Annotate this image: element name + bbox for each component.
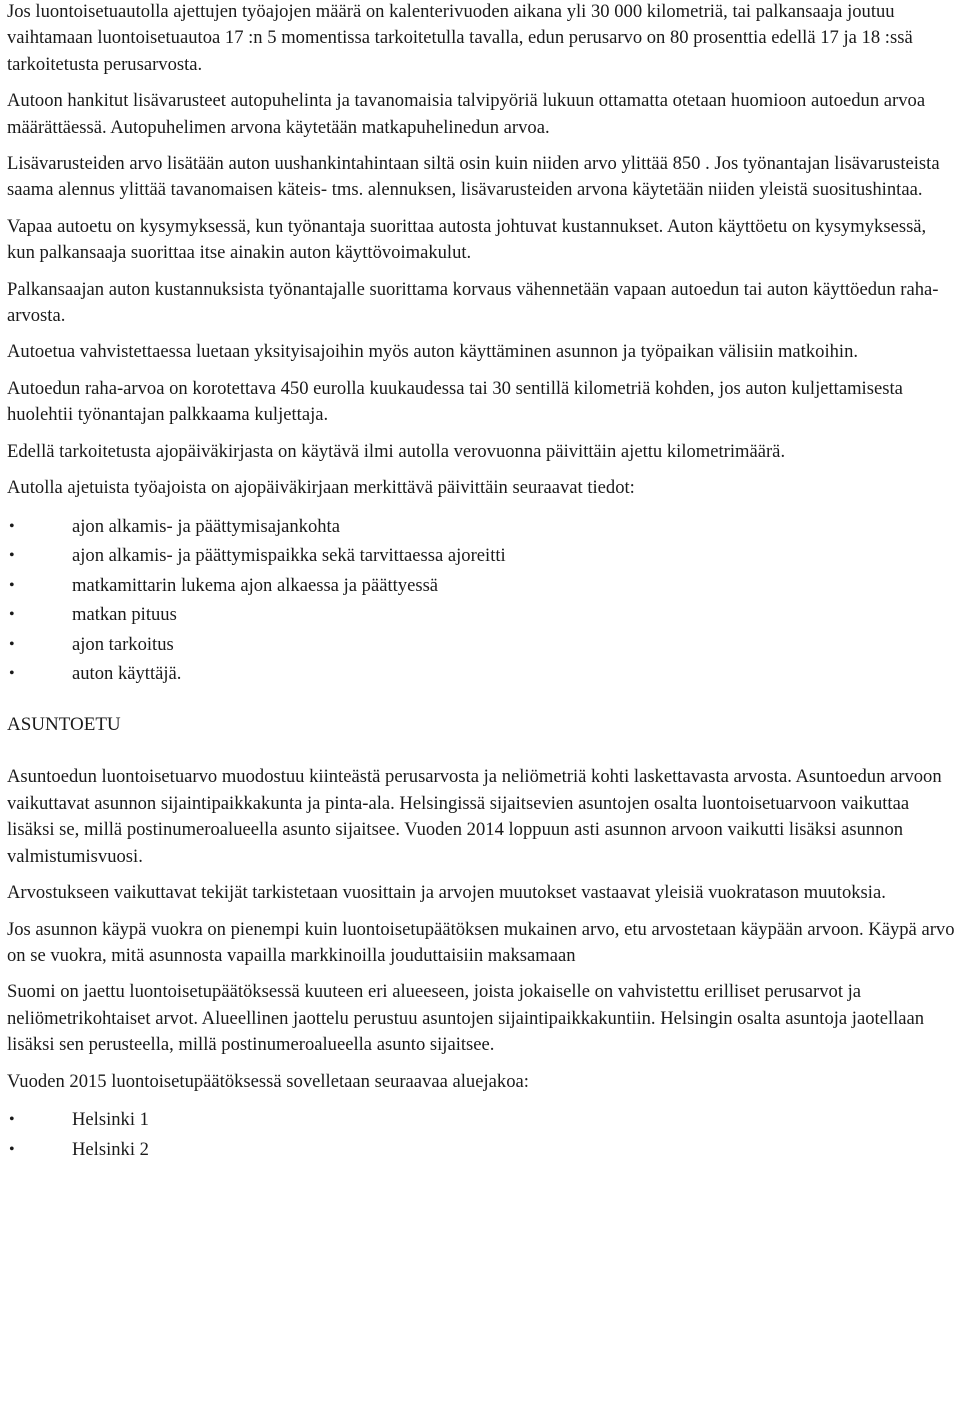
paragraph-commute-trips: Autoetua vahvistettaessa luetaan yksityisajoihin myös auton käyttäminen asunnon ja työpaikan välisiin matkoihin. <box>7 341 859 363</box>
paragraph-driver-surcharge: Autoedun raha-arvoa on korotettava 450 eurolla kuukaudessa tai 30 sentillä kilometriä kohden, jos auton kuljettamisesta huolehtii työnantajan palkkaama kuljettaja. <box>7 377 903 426</box>
paragraph-housing-value: Asuntoedun luontoisetuarvo muodostuu kiinteästä perusarvosta ja neliömetriä kohti laskettavasta arvosta. Asuntoedun arvoon vaikuttavat asunnon sijaintipaikkakunta ja pinta-ala. Helsingissä sijaitsevien asuntojen osalta luontoisetuarvoon vaikuttaa lisäksi se, millä postinumeroalueella asunto sijaitsee. Vuoden 2014 loppuun asti asunnon arvoon vaikutti lisäksi asunnon valmistumisvuosi. <box>7 766 942 867</box>
list-item <box>7 1135 955 1165</box>
paragraph-housing-fair-rent: Jos asunnon käypä vuokra on pienempi kuin luontoisetupäätöksen mukainen arvo, etu arvostetaan käypään arvoon. Käypä arvo on se vuokra, mitä asunnosta vapailla markkinoilla jouduttaisiin maksamaan <box>7 918 955 966</box>
paragraph-car-accessories: Autoon hankitut lisävarusteet autopuhelinta ja tavanomaisia talvipyöriä lukuun ottamatta otetaan huomioon autoedun arvoa määrättäessä. Autopuhelimen arvona käytetään matkapuhelinedun arvoa. <box>7 90 926 138</box>
list-item-text: ajon alkamis- ja päättymisajankohta <box>72 515 340 537</box>
logbook-bullet-list <box>7 512 955 690</box>
paragraph-car-mileage: Jos luontoisetuautolla ajettujen työajojen määrä on kalenterivuoden aikana yli 30 000 kilometriä, tai palkansaaja joutuu vaihtamaan luontoisetuautoa 17 :n 5 momentissa tarkoitetulla tavalla, edun perusarvo on 80 prosenttia edellä 17 ja 18 :ssä tarkoitetusta perusarvosta. <box>7 1 913 75</box>
list-item <box>7 600 955 630</box>
paragraph-free-car-benefit: Vapaa autoetu on kysymyksessä, kun työnantaja suorittaa autosta johtuvat kustannukset. Auton käyttöetu on kysymyksessä, kun palkansaaja suorittaa itse ainakin auton käyttövoimakulut. <box>7 215 927 264</box>
list-item-text: matkamittarin lukema ajon alkaessa ja päättyessä <box>72 574 439 596</box>
document-page <box>7 0 955 1187</box>
list-item-text: matkan pituus <box>72 604 177 626</box>
bullet-icon: • <box>9 606 15 624</box>
list-item <box>7 512 955 542</box>
bullet-icon: • <box>9 635 15 653</box>
list-item <box>7 571 955 601</box>
list-item <box>7 541 955 571</box>
bullet-icon: • <box>9 547 15 565</box>
list-item <box>7 630 955 660</box>
region-bullet-list <box>7 1105 955 1164</box>
list-item <box>7 1105 955 1135</box>
paragraph-logbook-mileage: Edellä tarkoitetusta ajopäiväkirjasta on käytävä ilmi autolla verovuonna päivittäin ajettu kilometrimäärä. <box>7 440 786 462</box>
bullet-icon: • <box>9 1140 15 1158</box>
paragraph-employee-compensation: Palkansaajan auton kustannuksista työnantajalle suorittama korvaus vähennetään vapaan autoedun tai auton käyttöedun raha-arvosta. <box>7 278 939 327</box>
bullet-icon: • <box>9 576 15 594</box>
paragraph-housing-review: Arvostukseen vaikuttavat tekijät tarkistetaan vuosittain ja arvojen muutokset vastaavat yleisiä vuokratason muutoksia. <box>7 882 886 904</box>
paragraph-logbook-intro: Autolla ajetuista työajoista on ajopäiväkirjaan merkittävä päivittäin seuraavat tiedot: <box>7 477 635 499</box>
bullet-icon: • <box>9 665 15 683</box>
section-heading: ASUNTOETU <box>7 714 121 736</box>
paragraph-region-intro: Vuoden 2015 luontoisetupäätöksessä sovelletaan seuraavaa aluejakoa: <box>7 1070 529 1092</box>
paragraph-accessory-value: Lisävarusteiden arvo lisätään auton uushankintahintaan siltä osin kuin niiden arvo ylittää 850 . Jos työnantajan lisävarusteista saama alennus ylittää tavanomaisen käteis- tms. alennuksen, lisävarusteiden arvona käytetään niiden yleistä suositushintaa. <box>7 153 940 201</box>
list-item-text: Helsinki 2 <box>72 1138 149 1160</box>
bullet-icon: • <box>9 1110 15 1128</box>
list-item-text: Helsinki 1 <box>72 1108 149 1130</box>
paragraph-housing-regions: Suomi on jaettu luontoisetupäätöksessä kuuteen eri alueeseen, joista jokaiselle on vahvistettu erilliset perusarvot ja neliömetrikohtaiset arvot. Alueellinen jaottelu perustuu asuntojen sijaintipaikkakuntiin. Helsingin osalta asuntoja jaotellaan lisäksi sen perusteella, millä postinumeroalueella asunto sijaitsee. <box>7 981 925 1056</box>
list-item-text: auton käyttäjä. <box>72 663 182 685</box>
bullet-icon: • <box>9 517 15 535</box>
list-item-text: ajon alkamis- ja päättymispaikka sekä tarvittaessa ajoreitti <box>72 545 506 567</box>
list-item-text: ajon tarkoitus <box>72 633 174 655</box>
list-item <box>7 659 955 689</box>
